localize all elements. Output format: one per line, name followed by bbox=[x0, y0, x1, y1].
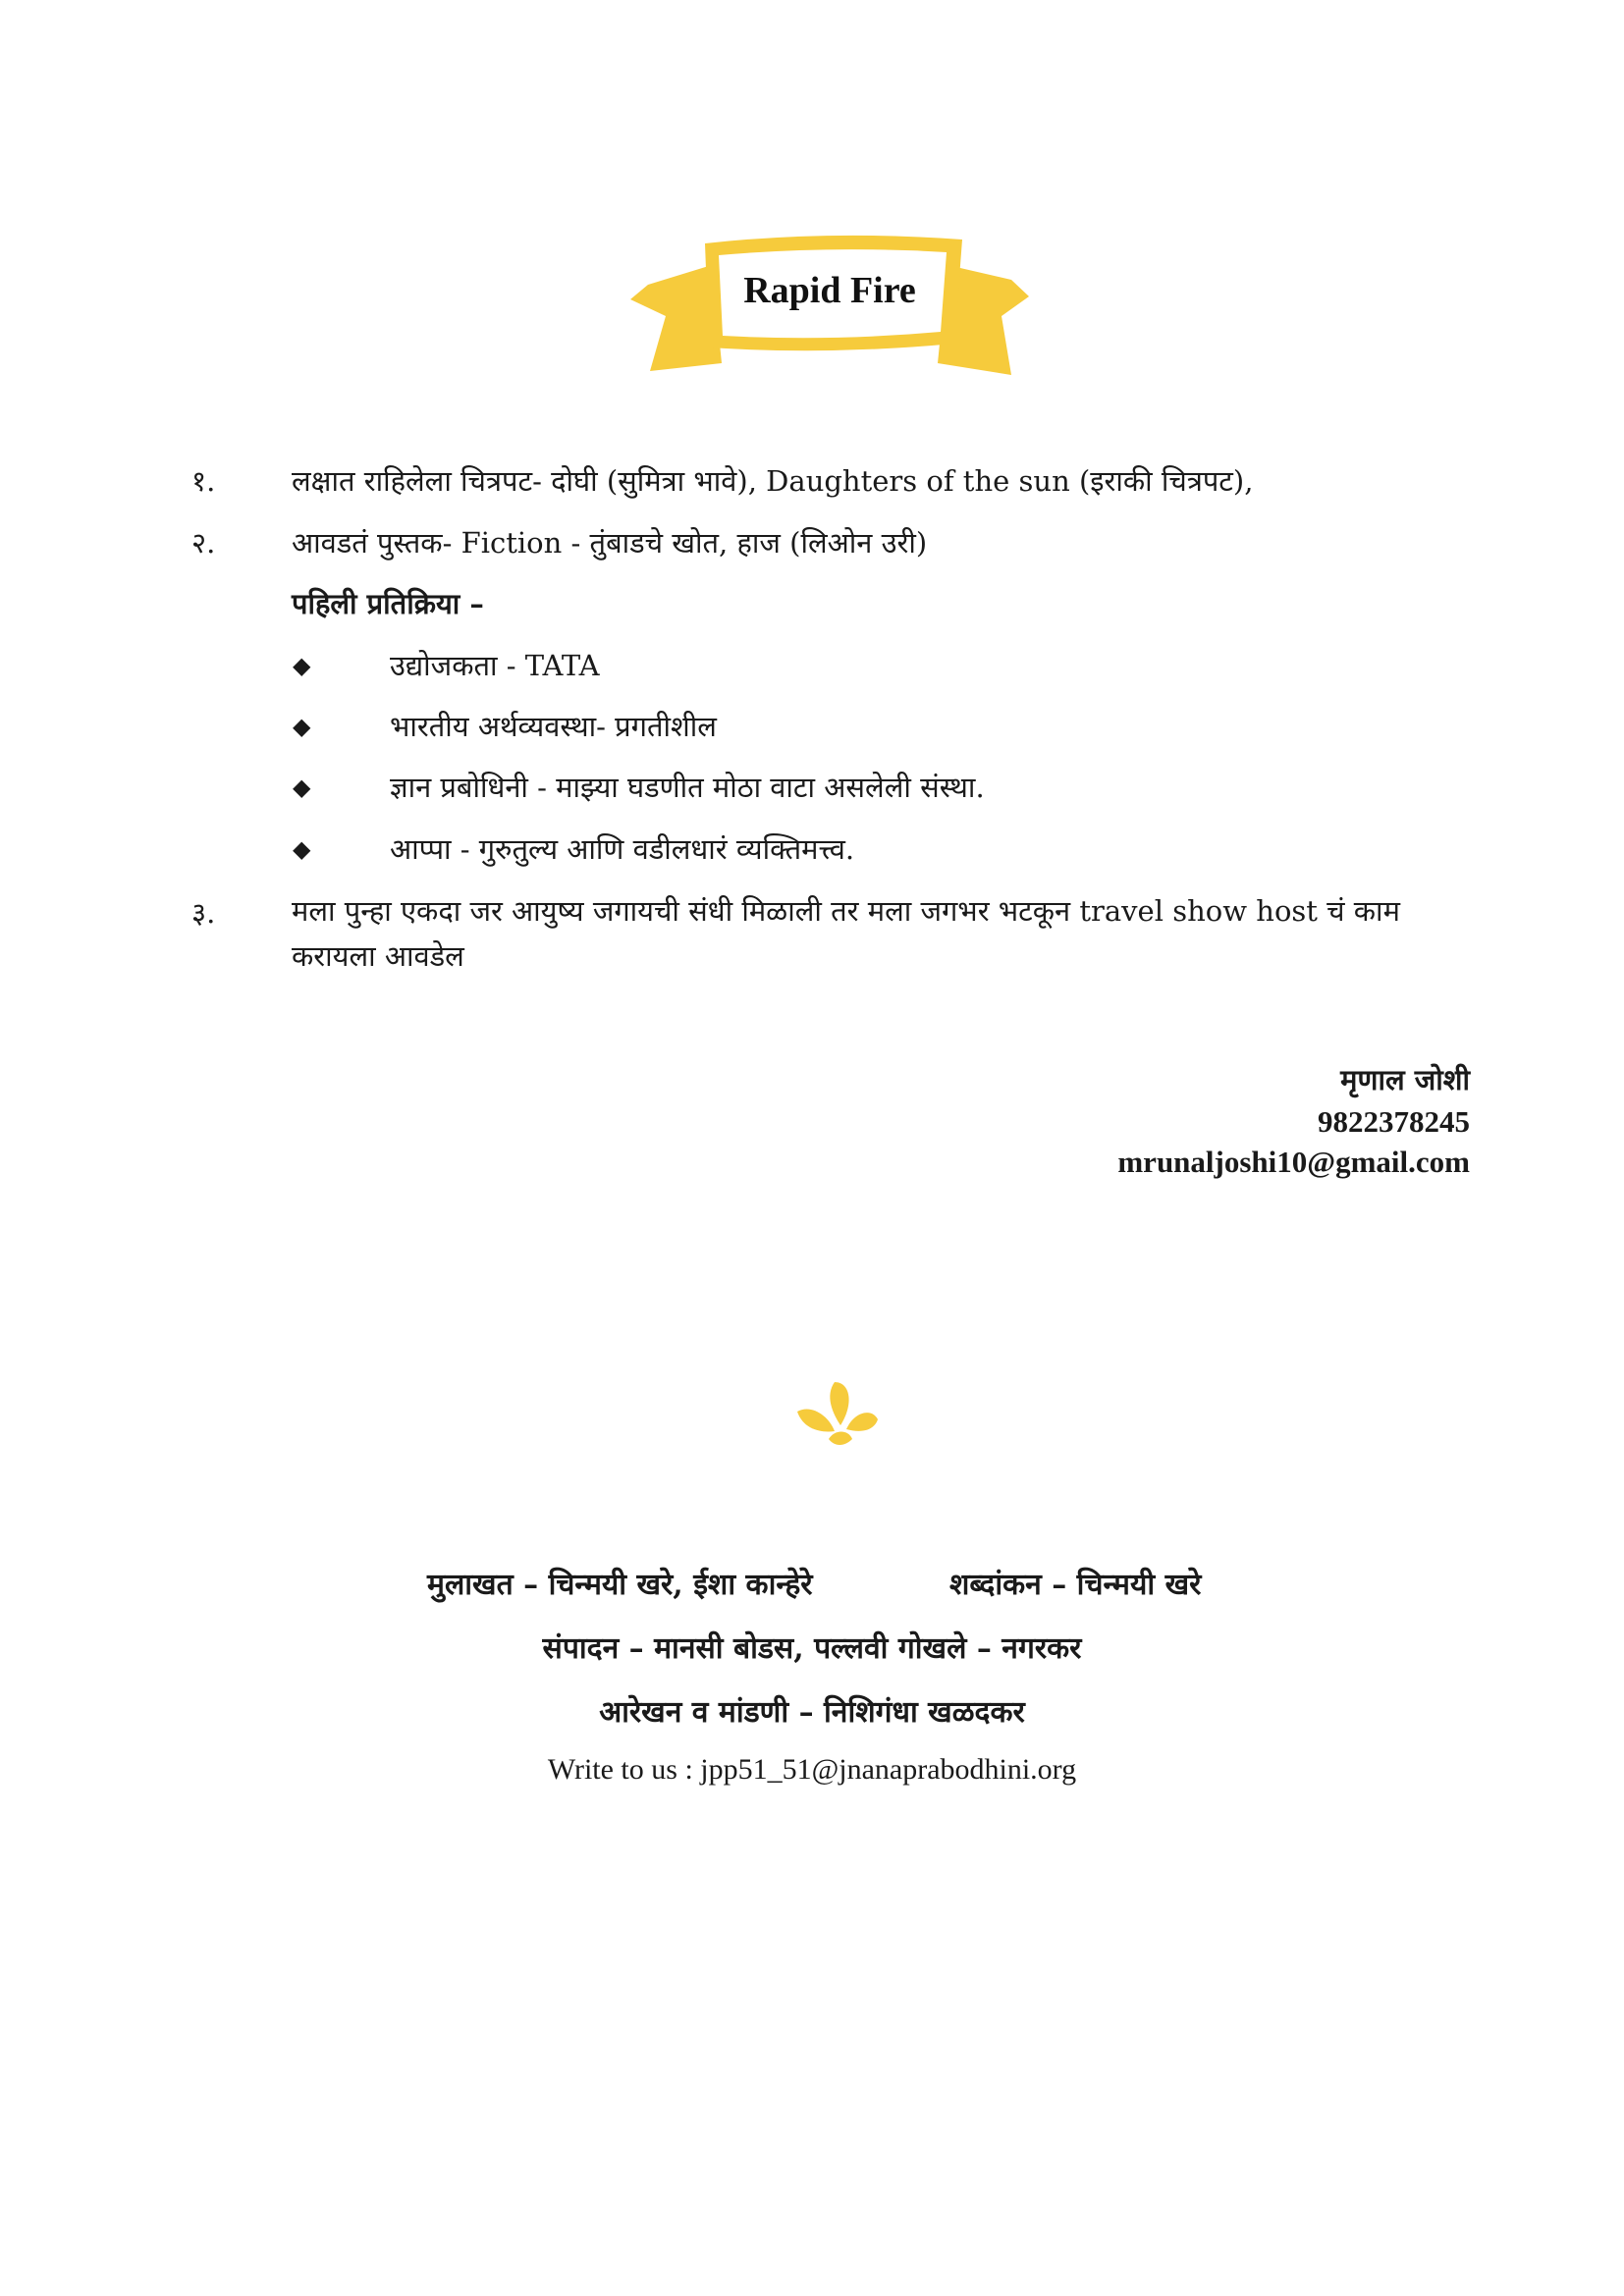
credit-interview: मुलाखत – चिन्मयी खरे, ईशा कान्हेरे bbox=[427, 1568, 813, 1602]
flower-ornament-icon bbox=[793, 1374, 882, 1453]
banner-title: Rapid Fire bbox=[743, 270, 916, 311]
item-text: मला पुन्हा एकदा जर आयुष्य जगायची संधी मिळाली तर मला जगभर भटकून travel show host चं काम करायला आवडेल bbox=[292, 894, 1400, 973]
title-banner bbox=[628, 226, 1031, 393]
credit-editing: संपादन – मानसी बोडस, पल्लवी गोखले – नगरकर bbox=[542, 1631, 1082, 1666]
first-reaction-heading: पहिली प्रतिक्रिया – bbox=[292, 587, 484, 620]
bullet-text: भारतीय अर्थव्यवस्था- प्रगतीशील bbox=[390, 710, 717, 743]
bullet-text: ज्ञान प्रबोधिनी - माझ्या घडणीत मोठा वाटा असलेली संस्था. bbox=[390, 771, 985, 804]
item-text: आवडतं पुस्तक- Fiction - तुंबाडचे खोत, हाज (लिओन उरी) bbox=[292, 526, 928, 560]
author-email: mrunaljoshi10@gmail.com bbox=[1117, 1145, 1470, 1179]
credit-transcription: शब्दांकन – चिन्मयी खरे bbox=[949, 1568, 1202, 1602]
diamond-bullet-icon: ◆ bbox=[293, 713, 311, 740]
diamond-bullet-icon: ◆ bbox=[293, 835, 311, 863]
diamond-bullet-icon: ◆ bbox=[293, 652, 311, 679]
credit-design: आरेखन व मांडणी – निशिगंधा खळदकर bbox=[599, 1695, 1025, 1730]
item-text: लक्षात राहिलेला चित्रपट- दोघी (सुमित्रा भावे), Daughters of the sun (इराकी चित्रपट), bbox=[292, 464, 1254, 498]
bullet-text: उद्योजकता - TATA bbox=[390, 649, 600, 682]
author-name: मृणाल जोशी bbox=[1340, 1063, 1470, 1096]
author-phone: 9822378245 bbox=[1318, 1104, 1470, 1139]
item-number: ३. bbox=[191, 896, 216, 930]
contact-line: Write to us : jpp51_51@jnanaprabodhini.org bbox=[547, 1753, 1077, 1786]
item-number: १. bbox=[191, 464, 216, 498]
item-number: २. bbox=[191, 526, 216, 560]
bullet-text: आप्पा - गुरुतुल्य आणि वडीलधारं व्यक्तिमत्त्व. bbox=[390, 832, 855, 866]
diamond-bullet-icon: ◆ bbox=[293, 774, 311, 801]
